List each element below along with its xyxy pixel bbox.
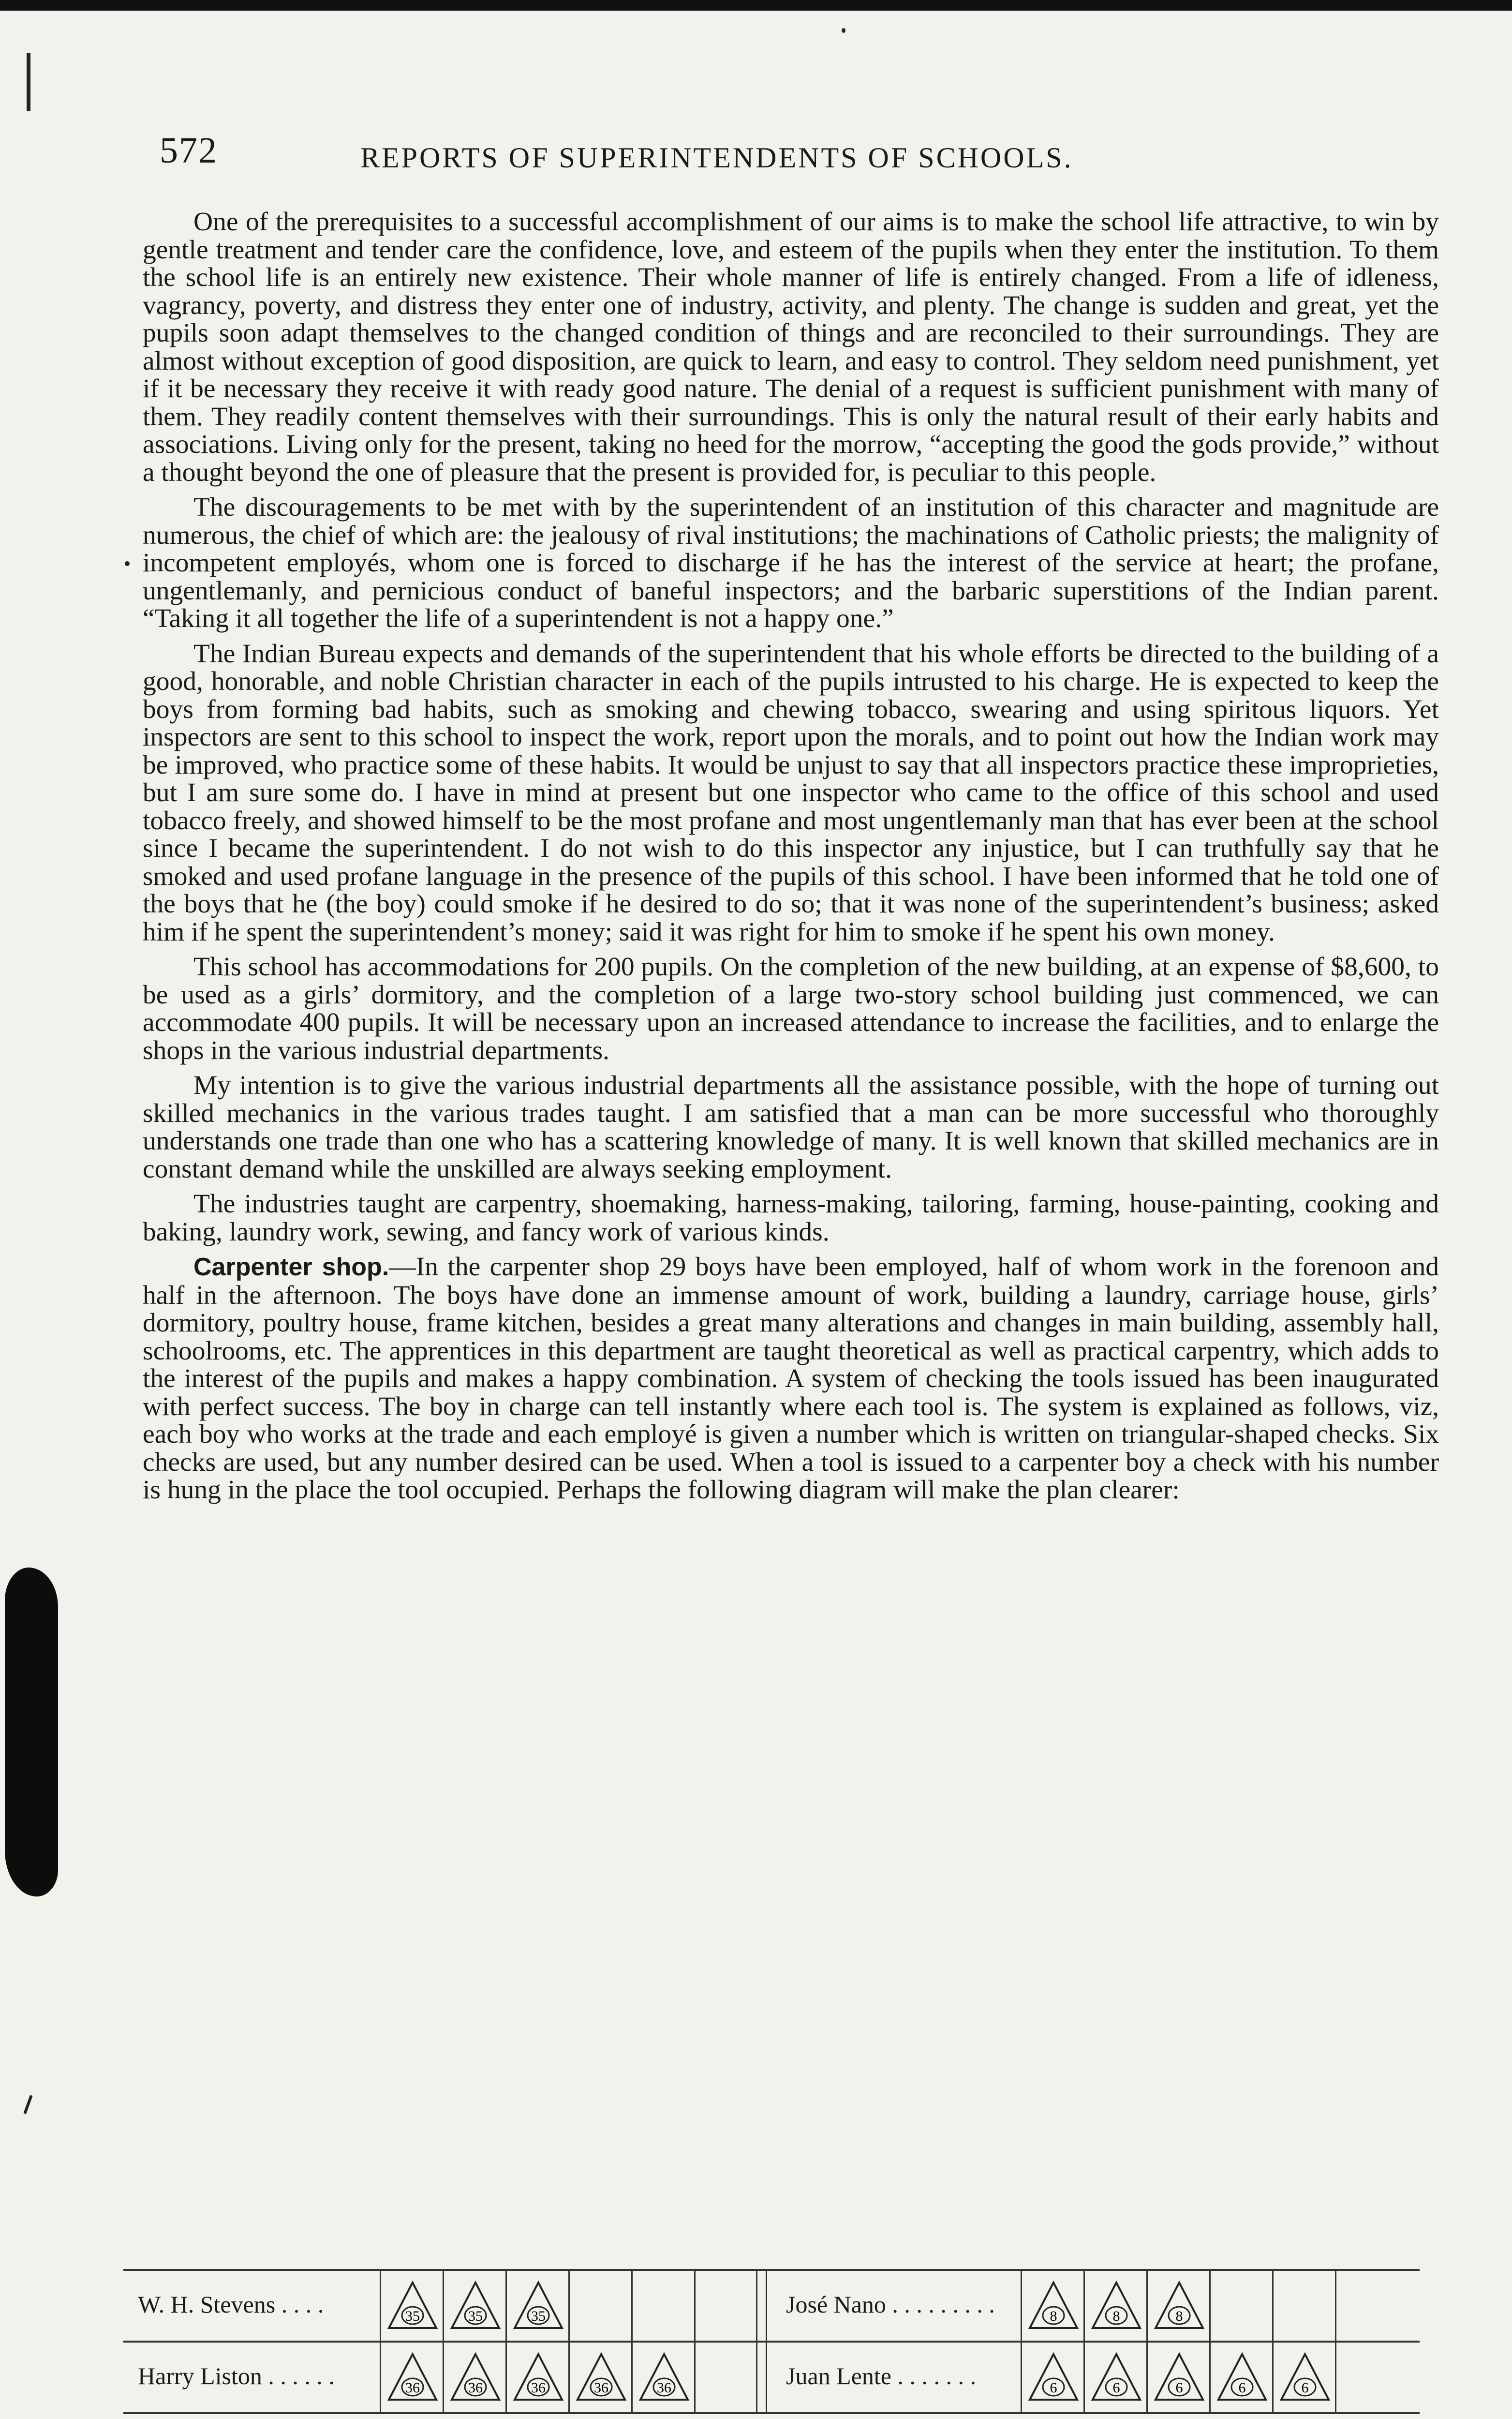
check-slot bbox=[1083, 2269, 1148, 2342]
scan-speck bbox=[23, 2095, 32, 2114]
check-slot bbox=[1272, 2269, 1336, 2342]
ink-blot bbox=[5, 1568, 58, 1896]
paragraph-lead-in: Carpenter shop. bbox=[193, 1253, 389, 1281]
check-triangle bbox=[1278, 2351, 1332, 2404]
scan-speck bbox=[125, 561, 130, 566]
page bbox=[143, 121, 1439, 1504]
diagram-divider bbox=[766, 2269, 767, 2414]
check-slot bbox=[1272, 2341, 1336, 2413]
check-triangle bbox=[575, 2351, 628, 2404]
check-slot bbox=[505, 2269, 570, 2342]
carpenter-paragraph bbox=[143, 1253, 1439, 1504]
check-slot bbox=[631, 2269, 696, 2342]
scan-edge-mark bbox=[27, 53, 30, 111]
tool-check-diagram bbox=[123, 2269, 1420, 2414]
check-number: 6 bbox=[1175, 2380, 1183, 2396]
check-slot bbox=[443, 2341, 507, 2413]
check-slot bbox=[505, 2341, 570, 2413]
check-triangle bbox=[512, 2280, 565, 2333]
paragraph: The industries taught are carpentry, shoemaking, harness-making, tailoring, farming, house-painting, cooking and baking, laundry work, sewing, and fancy work of various kinds. bbox=[143, 1189, 1439, 1247]
check-number: 6 bbox=[1112, 2380, 1120, 2396]
check-slot bbox=[1335, 2341, 1399, 2413]
check-number: 8 bbox=[1050, 2308, 1057, 2324]
paragraph: My intention is to give the various industrial departments all the assistance possible, with the hope of turning out skilled mechanics in the various trades taught. I am satisfied that a man can be more successful who thoroughly understands one trade than one who has a scattering knowledge of many. It is well known that skilled mechanics are in constant demand while the unskilled are always seeking employment. bbox=[143, 1071, 1439, 1184]
check-slot bbox=[631, 2341, 696, 2413]
check-slot bbox=[380, 2269, 444, 2342]
scan-speck bbox=[842, 28, 845, 33]
check-triangle bbox=[1153, 2351, 1206, 2404]
check-triangle bbox=[386, 2351, 439, 2404]
check-slot bbox=[568, 2341, 633, 2413]
check-number: 6 bbox=[1238, 2380, 1246, 2396]
check-triangle bbox=[1216, 2351, 1269, 2404]
check-slot bbox=[1146, 2341, 1211, 2413]
check-number: 35 bbox=[405, 2308, 420, 2324]
check-number: 6 bbox=[1050, 2380, 1057, 2396]
check-slot bbox=[1021, 2341, 1085, 2413]
check-slot bbox=[1209, 2341, 1274, 2413]
check-triangle bbox=[386, 2280, 439, 2333]
diagram-row bbox=[771, 2341, 1400, 2413]
check-number: 8 bbox=[1112, 2308, 1120, 2324]
check-slot bbox=[568, 2269, 633, 2342]
paragraph-text: —In the carpenter shop 29 boys have been employed, half of whom work in the forenoon and half in the afternoon. The boys have done an immense amount of work, building a laundry, carriage house, girls’ dormitory, poultry house, frame kitchen, besides a great many alterations and changes in main building, assembly hall, schoolrooms, etc. The apprentices in this department are taught theoretical as well as practical carpentry, which adds to the interest of the pupils and makes a happy combination. A system of checking the tools issued has been inaugurated with perfect success. The boy in charge can tell instantly where each tool is. The system is explained as follows, viz, each boy who works at the trade and each employé is given a number which is written on triangular-shaped checks. Six checks are used, but any number desired can be used. When a tool is issued to a carpenter boy a check with his number is hung in the place the tool occupied. Perhaps the following diagram will make the plan clearer: bbox=[143, 1252, 1439, 1505]
paragraph: The Indian Bureau expects and demands of the superintendent that his whole efforts be directed to the building of a good, honorable, and noble Christian character in each of the pupils intrusted to his charge. He is expected to keep the boys from forming bad habits, such as smoking and chewing tobacco, swearing and using spiritous liquors. Yet inspectors are sent to this school to inspect the work, report upon the morals, and to point out how the Indian work may be improved, who practice some of these habits. It would be unjust to say that all inspectors practice these improprieties, but I am sure some do. I have in mind at present but one inspector who came to the office of this school and used tobacco freely, and showed himself to be the most profane and most ungentlemanly man that has ever been at the school since I became the superintendent. I do not wish to do this inspector any injustice, but I can truthfully say that he smoked and used profane language in the presence of the pupils of this school. I have been informed that he told one of the boys that he (the boy) could smoke if he desired to do so; that it was none of the superintendent’s business; asked him if he spent the superintendent’s money; said it was right for him to smoke if he spent his own money. bbox=[143, 639, 1439, 947]
running-head: REPORTS OF SUPERINTENDENTS OF SCHOOLS. bbox=[360, 142, 1073, 174]
check-number: 35 bbox=[468, 2308, 483, 2324]
check-slot bbox=[1146, 2269, 1211, 2342]
check-number: 36 bbox=[468, 2380, 483, 2396]
check-number: 36 bbox=[657, 2380, 671, 2396]
body-text bbox=[143, 208, 1439, 1504]
worker-name: W. H. Stevens . . . . bbox=[138, 2291, 324, 2318]
paragraph: This school has accommodations for 200 pupils. On the completion of the new building, at an expense of $8,600, to be used as a girls’ dormitory, and the completion of a large two-story school building just commenced, we can accommodate 400 pupils. It will be necessary upon an increased attendance to increase the facilities, and to enlarge the shops in the various industrial departments. bbox=[143, 952, 1439, 1065]
check-slot bbox=[443, 2269, 507, 2342]
check-triangle bbox=[449, 2280, 502, 2333]
diagram-row bbox=[123, 2341, 752, 2413]
check-slot bbox=[1335, 2269, 1399, 2342]
check-triangle bbox=[1027, 2280, 1080, 2333]
check-number: 36 bbox=[405, 2380, 420, 2396]
check-number: 6 bbox=[1301, 2380, 1309, 2396]
check-triangle bbox=[1027, 2351, 1080, 2404]
check-triangle bbox=[1090, 2351, 1143, 2404]
check-slot bbox=[694, 2341, 758, 2413]
check-triangle bbox=[1090, 2280, 1143, 2333]
check-triangle bbox=[1153, 2280, 1206, 2333]
check-number: 36 bbox=[531, 2380, 546, 2396]
check-slot bbox=[1209, 2269, 1274, 2342]
check-number: 36 bbox=[594, 2380, 608, 2396]
check-number: 35 bbox=[531, 2308, 546, 2324]
check-slot bbox=[694, 2269, 758, 2342]
worker-name: Harry Liston . . . . . . bbox=[138, 2362, 335, 2389]
page-number: 572 bbox=[160, 130, 218, 171]
page-header bbox=[143, 121, 1439, 194]
check-slot bbox=[380, 2341, 444, 2413]
check-triangle bbox=[449, 2351, 502, 2404]
check-slot bbox=[1083, 2341, 1148, 2413]
paragraph: The discouragements to be met with by the superintendent of an institution of this character and magnitude are numerous, the chief of which are: the jealousy of rival institutions; the machinations of Catholic priests; the malignity of incompetent employés, whom one is forced to discharge if he has the interest of the service at heart; the profane, ungentlemanly, and pernicious conduct of baneful inspectors; and the barbaric superstitions of the Indian parent. “Taking it all together the life of a superintendent is not a happy one.” bbox=[143, 493, 1439, 633]
check-slot bbox=[1021, 2269, 1085, 2342]
check-triangle bbox=[637, 2351, 691, 2404]
worker-name: José Nano . . . . . . . . . bbox=[786, 2291, 995, 2318]
worker-name: Juan Lente . . . . . . . bbox=[786, 2362, 976, 2389]
check-triangle bbox=[512, 2351, 565, 2404]
paragraph: One of the prerequisites to a successful accomplishment of our aims is to make the school life attractive, to win by gentle treatment and tender care the confidence, love, and esteem of the pupils when they enter the institution. To them the school life is an entirely new existence. Their whole manner of life is entirely changed. From a life of idleness, vagrancy, poverty, and distress they enter one of industry, activity, and plenty. The change is sudden and great, yet the pupils soon adapt themselves to the changed condition of things and are reconciled to their surroundings. They are almost without exception of good disposition, are quick to learn, and easy to control. They seldom need punishment, yet if it be necessary they receive it with ready good nature. The denial of a request is sufficient punishment with many of them. They readily content themselves with their surroundings. This is only the natural result of their early habits and associations. Living only for the present, taking no heed for the morrow, “accepting the good the gods provide,” without a thought beyond the one of pleasure that the present is provided for, is peculiar to this people. bbox=[143, 207, 1439, 487]
diagram-row bbox=[771, 2269, 1400, 2342]
diagram-row bbox=[123, 2269, 752, 2342]
top-border bbox=[0, 0, 1512, 11]
check-number: 8 bbox=[1175, 2308, 1183, 2324]
